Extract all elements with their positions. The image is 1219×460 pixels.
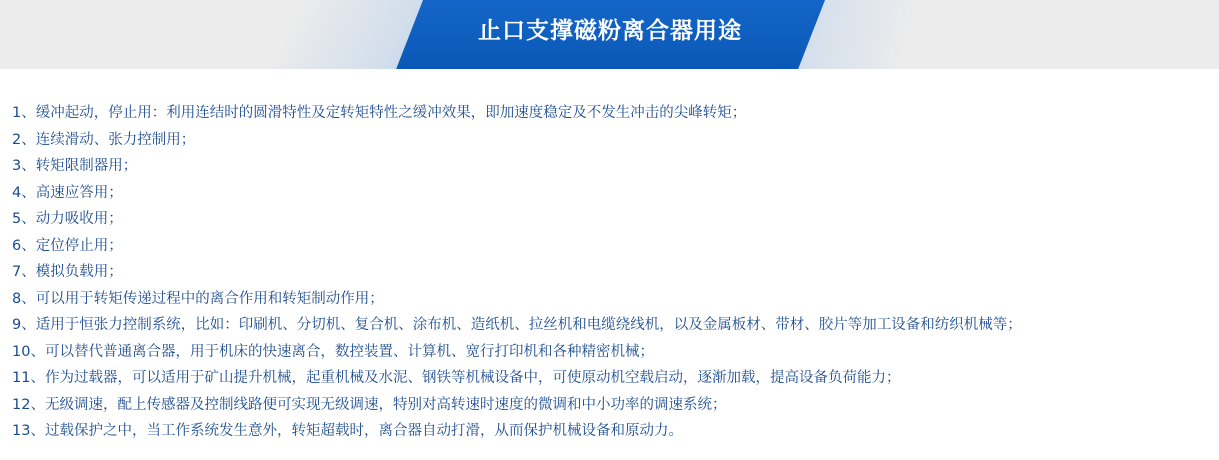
list-item: 10、可以替代普通离合器，用于机床的快速离合，数控装置、计算机、宽行打印机和各种精密机械； bbox=[12, 343, 654, 360]
list-item: 9、适用于恒张力控制系统，比如：印刷机、分切机、复合机、涂布机、造纸机、拉丝机和电缆绕线机，以及金属板材、带材、胶片等加工设备和纺织机械等； bbox=[12, 317, 1022, 333]
list-item: 6、定位停止用； bbox=[12, 237, 123, 254]
list-item: 7、模拟负载用； bbox=[12, 264, 123, 280]
list-item: 4、高速应答用； bbox=[12, 184, 123, 201]
banner-underline bbox=[0, 69, 1219, 72]
list-item: 1、缓冲起动，停止用：利用连结时的圆滑特性及定转矩特性之缓冲效果，即加速度稳定及不发生冲击的尖峰转矩； bbox=[12, 105, 747, 121]
list-item: 8、可以用于转矩传递过程中的离合作用和转矩制动作用； bbox=[12, 290, 384, 307]
list-item: 11、作为过载器，可以适用于矿山提升机械，起重机械及水泥、钢铁等机械设备中，可使原动机空载启动，逐渐加载，提高设备负荷能力； bbox=[12, 370, 901, 386]
list-item: 5、动力吸收用； bbox=[12, 211, 123, 227]
usage-list bbox=[0, 72, 1219, 445]
list-item: 13、过载保护之中，当工作系统发生意外，转矩超载时，离合器自动打滑，从而保护机械设备和原动力。 bbox=[12, 423, 683, 439]
list-item: 3、转矩限制器用； bbox=[12, 158, 138, 174]
page-banner bbox=[0, 0, 1219, 72]
page-title: 止口支撑磁粉离合器用途 bbox=[478, 18, 742, 44]
list-item: 2、连续滑动、张力控制用； bbox=[12, 131, 196, 148]
list-item: 12、无级调速，配上传感器及控制线路便可实现无级调速，特别对高转速时速度的微调和中小功率的调速系统； bbox=[12, 396, 727, 413]
